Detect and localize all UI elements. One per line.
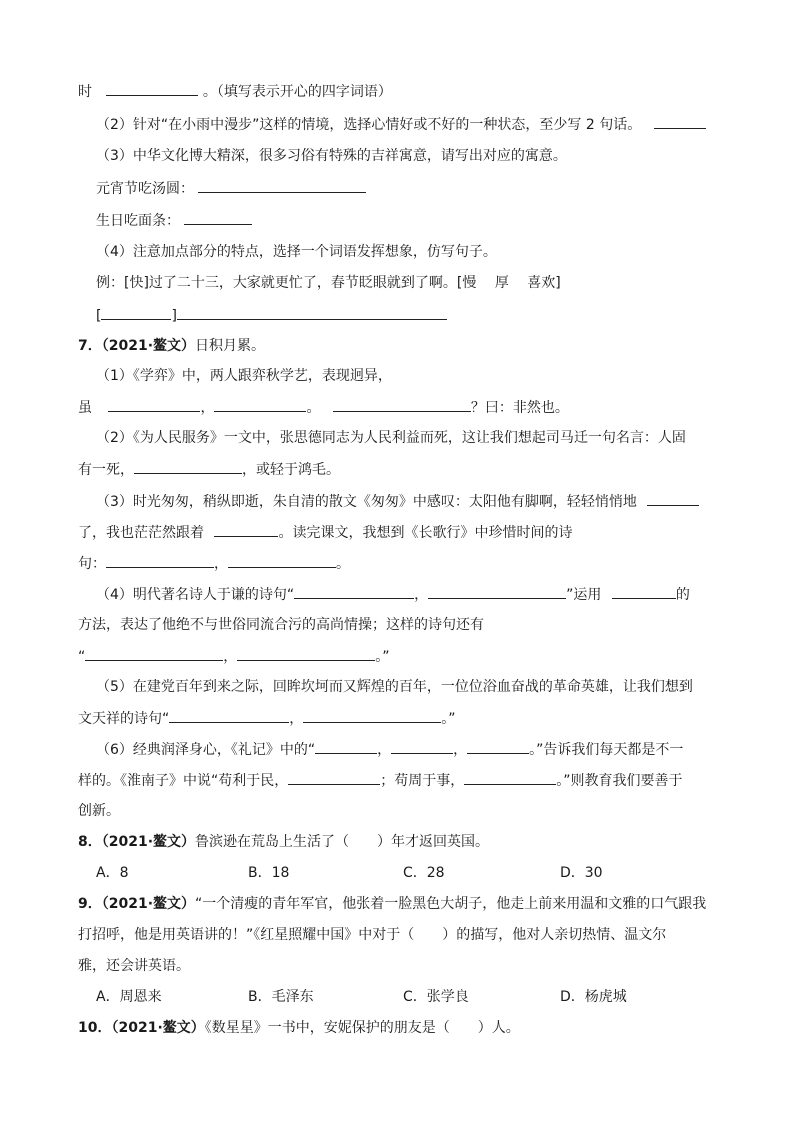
q9-option-d[interactable]: D．杨虎城	[560, 989, 627, 1005]
answer-blank[interactable]	[654, 114, 706, 129]
q7-part3: （3）时光匆匆，稍纵即逝，朱自清的散文《匆匆》中感叹：太阳他有脚啊，轻轻悄悄地	[96, 491, 699, 512]
q7-part4-line2: 方法，表达了他绝不与世俗同流合污的高尚情操；这样的诗句还有	[78, 617, 484, 633]
q6-bracket-line: [ ]	[96, 305, 447, 326]
q6-shengri-line: 生日吃面条：	[96, 210, 252, 231]
answer-blank[interactable]	[612, 584, 676, 599]
q7-part5-line2: 文天祥的诗句“ ， 。”	[78, 708, 456, 729]
q8-option-d[interactable]: D．30	[560, 865, 603, 881]
q9-option-a[interactable]: A．周恩来	[96, 989, 162, 1005]
answer-blank[interactable]	[228, 553, 336, 568]
answer-blank[interactable]	[647, 491, 699, 506]
answer-blank[interactable]	[85, 646, 223, 661]
question-9: 9．（2021·鳌文）“一个清瘦的青年军官，他张着一脸黑色大胡子，他走上前来用温和文雅的口气跟我	[78, 896, 707, 912]
answer-blank[interactable]	[428, 584, 566, 599]
question-10: 10．（2021·鳌文）《数星星》一书中，安妮保护的朋友是（ ）人。	[78, 1020, 520, 1036]
q8-option-c[interactable]: C．28	[403, 865, 445, 881]
q7-part5: （5）在建党百年到来之际，回眸坎坷而又辉煌的百年，一位位浴血奋战的革命英雄，让我们想到	[96, 679, 693, 695]
q6-part2: （2）针对“在小雨中漫步”这样的情境，选择心情好或不好的一种状态，至少写 2 句话。	[96, 114, 706, 135]
answer-blank[interactable]	[177, 305, 447, 320]
q6-yuanxiao-line: 元宵节吃汤圆：	[96, 178, 366, 199]
question-7-header: 7．（2021·鳌文）日积月累。	[78, 338, 266, 354]
q9-option-b[interactable]: B．毛泽东	[248, 989, 314, 1005]
q8-option-a[interactable]: A．8	[96, 865, 129, 881]
answer-blank[interactable]	[214, 397, 306, 412]
answer-blank[interactable]	[101, 305, 171, 320]
q6-example: 例：[快]过了二十三，大家就更忙了，春节眨眼就到了啊。[慢 厚 喜欢]	[96, 275, 561, 291]
q7-part6-line2: 样的。《淮南子》中说“苟利于民， ；苟周于事， 。”则教育我们要善于	[78, 770, 683, 791]
answer-blank[interactable]	[391, 739, 453, 754]
q6-line-0: 时 。（填写表示开心的四字词语）	[78, 81, 392, 102]
question-8: 8．（2021·鳌文）鲁滨逊在荒岛上生活了（ ）年才返回英国。	[78, 834, 490, 850]
answer-blank[interactable]	[198, 178, 366, 193]
q8-option-b[interactable]: B．18	[248, 865, 290, 881]
answer-blank[interactable]	[467, 739, 529, 754]
answer-blank[interactable]	[134, 459, 242, 474]
answer-blank[interactable]	[106, 81, 198, 96]
q7-part2-blanks: 有一死， ，或轻于鸿毛。	[78, 459, 340, 480]
answer-blank[interactable]	[237, 646, 375, 661]
q7-part3-line3: 句： ， 。	[78, 553, 350, 574]
answer-blank[interactable]	[315, 739, 377, 754]
answer-blank[interactable]	[108, 397, 200, 412]
answer-blank[interactable]	[464, 770, 556, 785]
q6-part3: （3）中华文化博大精深，很多习俗有特殊的吉祥寓意，请写出对应的寓意。	[96, 148, 567, 164]
q7-part1: （1）《学弈》中，两人跟弈秋学艺，表现迥异，	[96, 368, 392, 384]
answer-blank[interactable]	[106, 553, 214, 568]
q6-part4: （4）注意加点部分的特点，选择一个词语发挥想象，仿写句子。	[96, 244, 497, 260]
q7-part3-line2: 了，我也茫茫然跟着 。读完课文，我想到《长歌行》中珍惜时间的诗	[78, 522, 572, 543]
q9-line2: 打招呼，他是用英语讲的！”《红星照耀中国》中对于（ ）的描写，他对人亲切热情、温文尔	[78, 927, 667, 943]
q7-part2: （2）《为人民服务》一文中，张思德同志为人民利益而死，这让我们想起司马迁一句名言：人固	[96, 430, 686, 446]
answer-blank[interactable]	[184, 210, 252, 225]
q7-part4-line3: “ ， 。”	[78, 646, 390, 667]
answer-blank[interactable]	[214, 522, 278, 537]
answer-blank[interactable]	[294, 584, 414, 599]
q9-line3: 雅，还会讲英语。	[78, 958, 190, 974]
q7-part6: （6）经典润泽身心，《礼记》中的“ ， ， 。”告诉我们每天都是不一	[96, 739, 683, 760]
q7-part4: （4）明代著名诗人于谦的诗句“ ， ”运用 的	[96, 584, 690, 605]
q9-option-c[interactable]: C．张学良	[403, 989, 469, 1005]
q7-part6-line3: 创新。	[78, 803, 120, 819]
answer-blank[interactable]	[333, 397, 471, 412]
answer-blank[interactable]	[169, 708, 289, 723]
q7-part1-blanks: 虽 ， 。 ？曰：非然也。	[78, 397, 569, 418]
answer-blank[interactable]	[288, 770, 380, 785]
answer-blank[interactable]	[303, 708, 441, 723]
